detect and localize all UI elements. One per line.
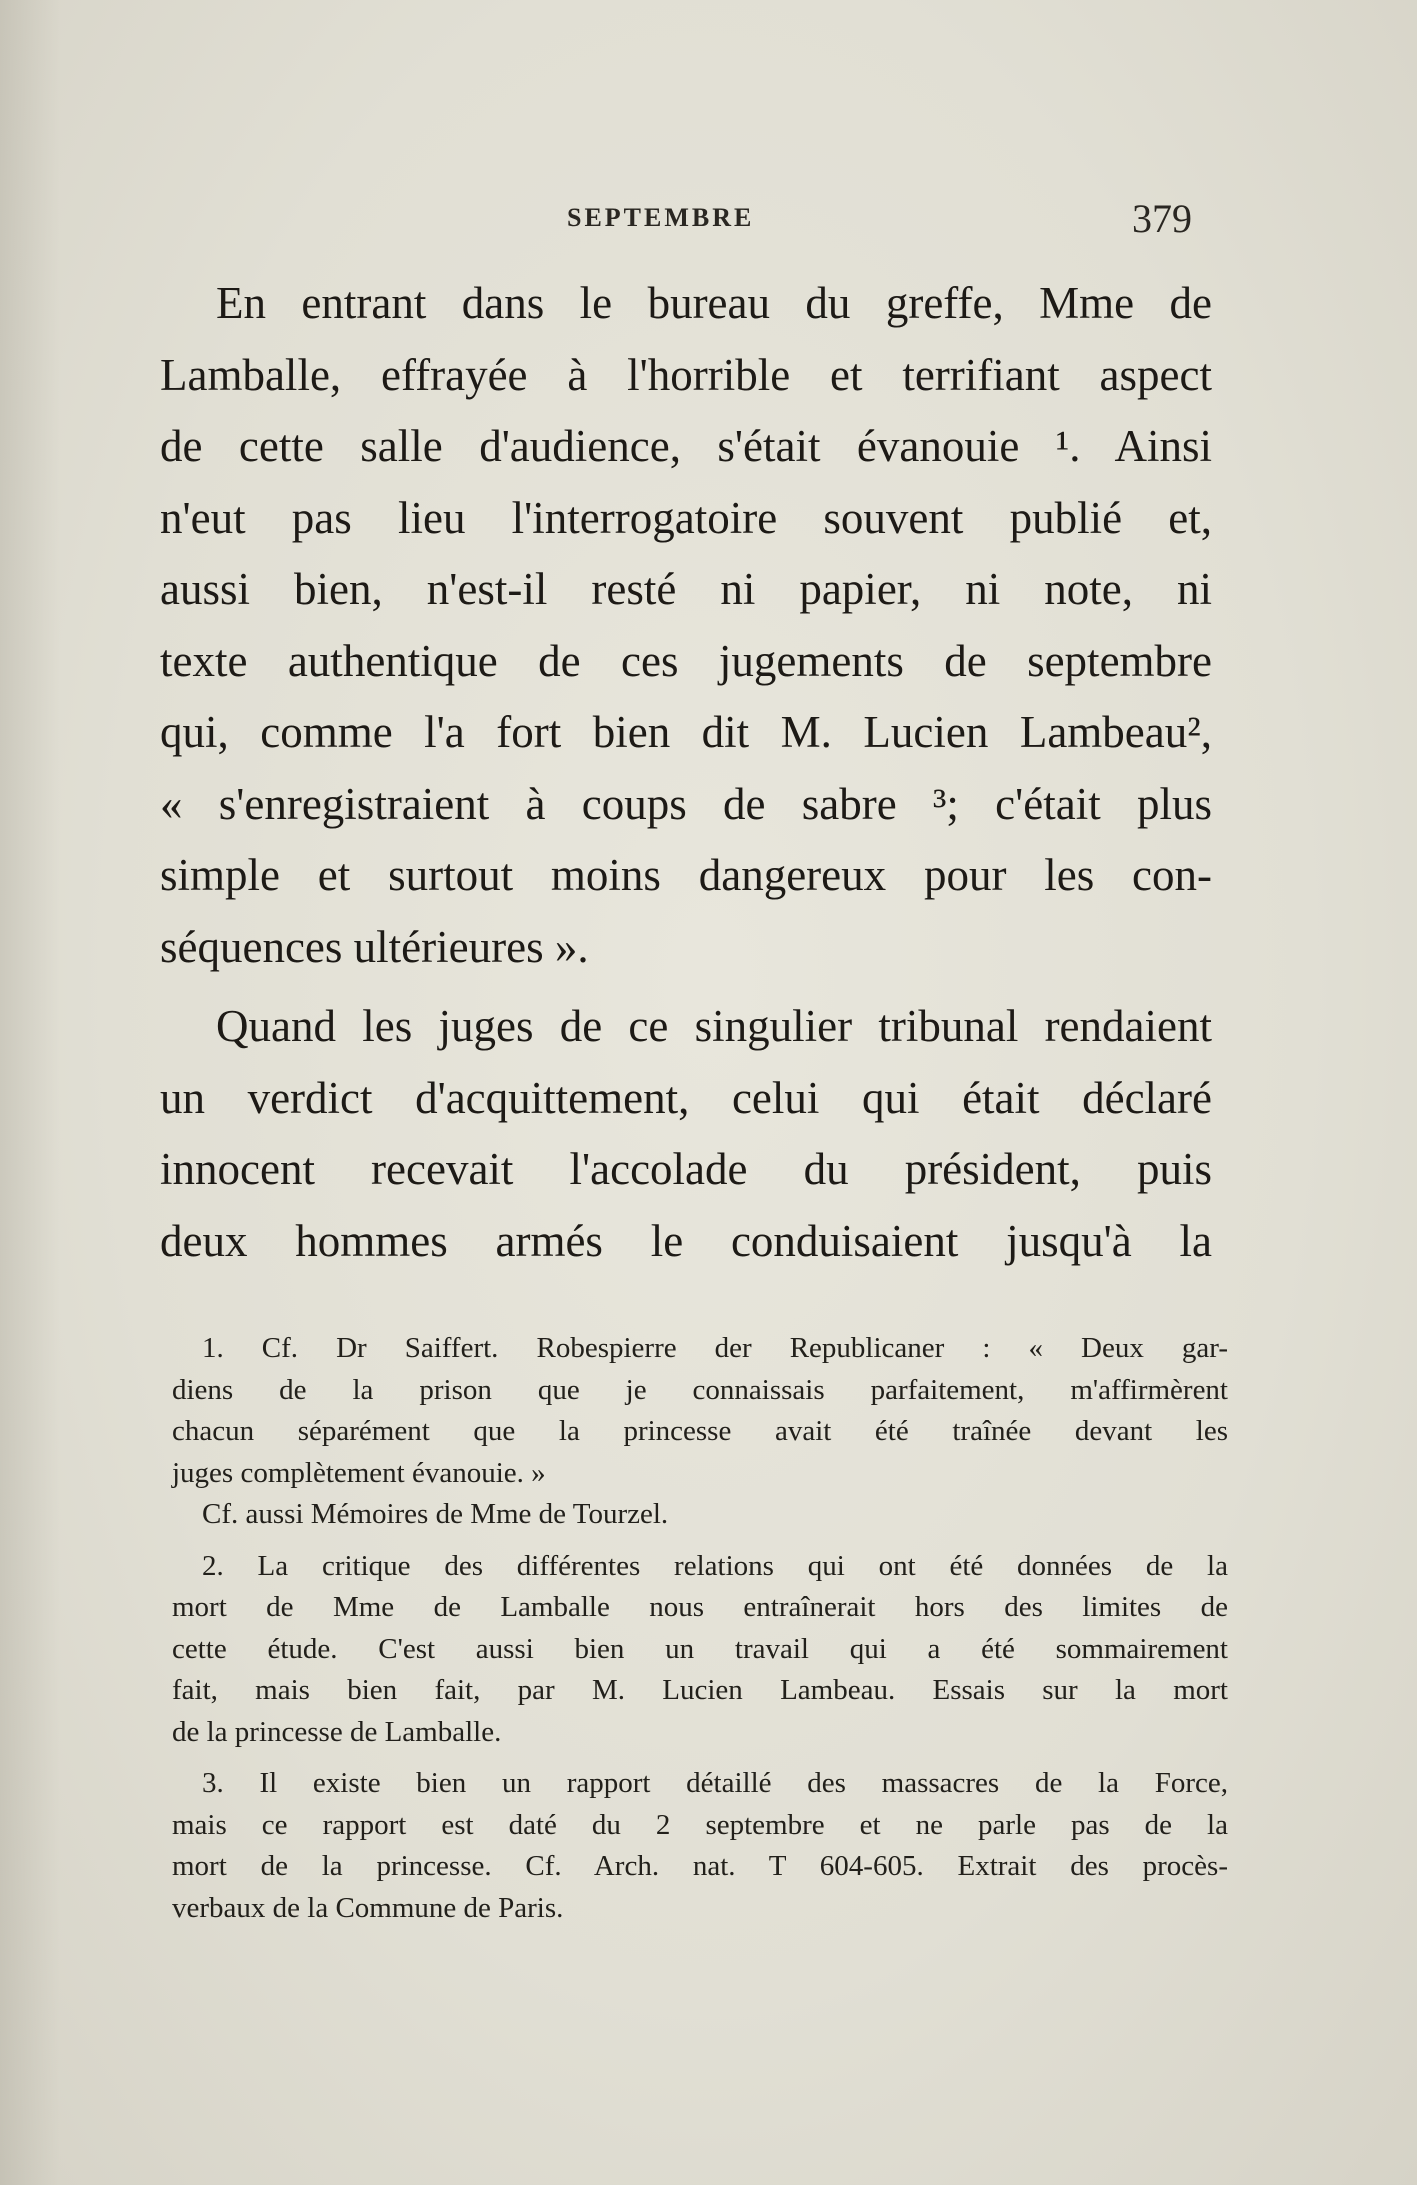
footnote-line: chacun séparément que la princesse avait été traînée devant les: [172, 1415, 1228, 1447]
footnotes: [172, 1328, 1228, 1929]
body-line: « s'enregistraient à coups de sabre ³; c'était plus: [160, 778, 1212, 829]
body-line: n'eut pas lieu l'interrogatoire souvent publié et,: [160, 492, 1212, 543]
body-line: Quand les juges de ce singulier tribunal rendaient: [216, 1001, 1212, 1051]
footnote-line: mais ce rapport est daté du 2 septembre et ne parle pas de la: [172, 1808, 1228, 1841]
page-edge-shadow: [0, 0, 60, 2185]
footnote-line: cette étude. C'est aussi bien un travail qui a été sommairement: [172, 1632, 1228, 1665]
body-line: deux hommes armés le conduisaient jusqu'à la: [160, 1215, 1212, 1266]
footnote-line: verbaux de la Commune de Paris.: [172, 1891, 564, 1924]
footnote-line: mort de la princesse. Cf. Arch. nat. T 604-605. Extrait des procès-: [172, 1850, 1228, 1882]
footnote-line: 2. La critique des différentes relations qui ont été données de la: [202, 1549, 1228, 1582]
footnote-line: 3. Il existe bien un rapport détaillé des massacres de la Force,: [202, 1767, 1228, 1799]
running-head: [0, 195, 1417, 245]
body-line: simple et surtout moins dangereux pour les con-: [160, 850, 1212, 900]
running-title: SEPTEMBRE: [567, 203, 755, 232]
body-line: séquences ultérieures ».: [160, 921, 589, 972]
footnote-line: de la princesse de Lamballe.: [172, 1715, 502, 1748]
footnote-line: fait, mais bien fait, par M. Lucien Lambeau. Essais sur la mort: [172, 1674, 1228, 1706]
body-line: de cette salle d'audience, s'était évanouie ¹. Ainsi: [160, 421, 1212, 471]
body-line: texte authentique de ces jugements de septembre: [160, 635, 1212, 686]
page-number: 379: [1132, 196, 1192, 241]
body-line: Lamballe, effrayée à l'horrible et terrifiant aspect: [160, 349, 1212, 400]
footnote-line: juges complètement évanouie. »: [172, 1456, 546, 1489]
footnote-line: 1. Cf. Dr Saiffert. Robespierre der Republicaner : « Deux gar-: [202, 1332, 1228, 1364]
body-line: innocent recevait l'accolade du président, puis: [160, 1144, 1212, 1194]
body-text: [160, 268, 1212, 1277]
footnote-line: diens de la prison que je connaissais parfaitement, m'affirmèrent: [172, 1373, 1228, 1406]
body-line: En entrant dans le bureau du greffe, Mme de: [216, 278, 1212, 328]
body-line: un verdict d'acquittement, celui qui était déclaré: [160, 1072, 1212, 1123]
body-line: aussi bien, n'est-il resté ni papier, ni note, ni: [160, 564, 1212, 614]
body-line: qui, comme l'a fort bien dit M. Lucien Lambeau²,: [160, 707, 1212, 757]
footnote-line: Cf. aussi Mémoires de Mme de Tourzel.: [202, 1498, 669, 1530]
footnote-line: mort de Mme de Lamballe nous entraînerait hors des limites de: [172, 1591, 1228, 1623]
